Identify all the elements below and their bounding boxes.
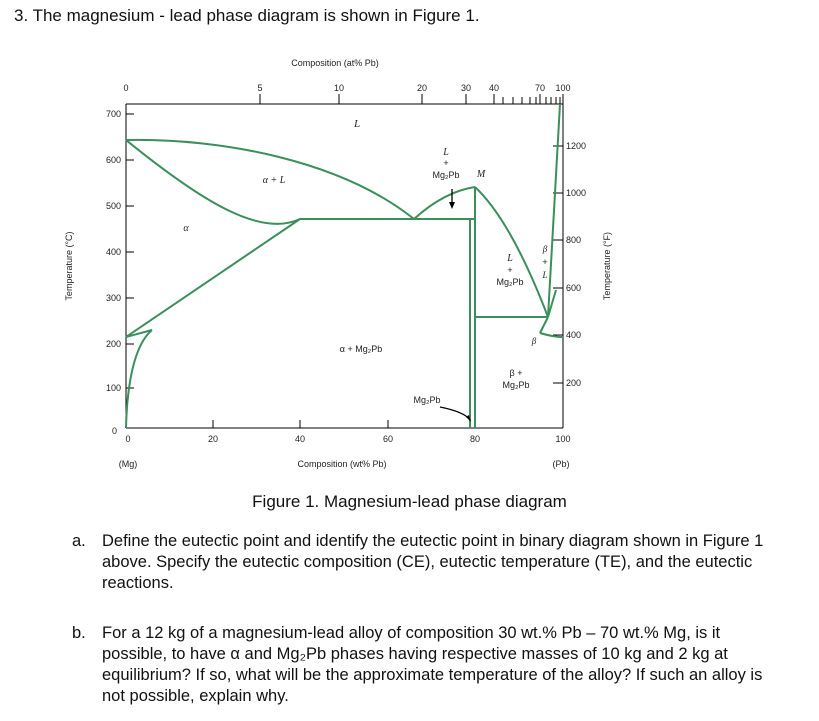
right-tick-600: 600 [566,283,582,293]
top-tick-label-30: 30 [460,83,472,93]
bottom-end-label-pb: (Pb) [552,459,570,469]
left-axis-label: Temperature (°C) [64,231,74,301]
phase-boundaries [126,104,562,428]
region-l-mg2pb-right-3: Mg₂Pb [496,277,524,287]
left-tick-200: 200 [105,339,121,349]
left-tick-100: 100 [105,383,121,393]
region-mg2pb: Mg₂Pb [413,395,441,405]
right-axis-label: Temperature (°F) [602,231,612,301]
bottom-axis-label: Composition (wt% Pb) [297,459,387,469]
left-axis-ticks [126,114,134,388]
question-title: 3. The magnesium - lead phase diagram is shown in Figure 1. [14,6,480,25]
region-beta-l-1: β [542,244,548,254]
bottom-tick-0: 0 [125,434,131,444]
bottom-tick-40: 40 [294,434,306,444]
right-tick-800: 800 [566,235,582,245]
top-tick-label-0: 0 [123,83,129,93]
part-a-label: a. [72,532,86,550]
part-b-text: For a 12 kg of a magnesium-lead alloy of composition 30 wt.% Pb – 70 wt.% Mg, is it possible, to have α and Mg₂Pb phases having respective masses of 10 kg and 2 kg at equilibrium? If so, what will be the approximate temperature of the alloy? If such an alloy is not possible, explain why. [102,624,763,705]
bottom-end-label-mg: (Mg) [118,459,138,469]
right-tick-1200: 1200 [566,141,587,151]
region-beta: β [531,336,537,346]
region-l-mg2pb-right-1: L [507,253,513,264]
region-l-mg2pb-left-2: + [443,158,449,168]
left-tick-700: 700 [105,109,121,119]
bottom-tick-80: 80 [469,434,481,444]
pointer-arrows [440,189,471,422]
top-tick-label-40: 40 [488,83,500,93]
left-tick-500: 500 [105,201,121,211]
region-beta-mg2pb-2: Mg₂Pb [502,380,530,390]
figure-caption: Figure 1. Magnesium-lead phase diagram [252,492,567,511]
right-axis-ticks [553,146,563,383]
right-tick-1000: 1000 [566,188,587,198]
top-tick-label-20: 20 [416,83,428,93]
part-a-text: Define the eutectic point and identify the eutectic point in binary diagram shown in Figure 1 above. Specify the eutectic composition (CE), eutectic temperature (TE), and the eutectic reactions. [102,532,764,592]
left-tick-600: 600 [105,155,121,165]
left-tick-0: 0 [111,426,117,436]
top-axis-ticks [260,94,563,104]
bottom-tick-20: 20 [207,434,219,444]
region-l-mg2pb-left-1: L [443,147,449,158]
region-beta-l-3: L [542,270,548,280]
bottom-tick-60: 60 [382,434,394,444]
left-tick-400: 400 [105,247,121,257]
right-tick-400: 400 [566,330,582,340]
region-beta-l-2: + [542,257,548,267]
region-l-mg2pb-right-2: + [507,265,513,275]
top-tick-label-10: 10 [333,83,345,93]
region-alpha-mg2pb: α + Mg₂Pb [339,344,383,354]
left-tick-300: 300 [105,293,121,303]
region-alpha-liquid: α + L [262,175,286,186]
top-tick-label-5: 5 [257,83,263,93]
bottom-tick-100: 100 [555,434,571,444]
top-tick-label-70: 70 [534,83,546,93]
region-liquid: L [353,118,361,130]
part-b-label: b. [72,624,86,642]
bottom-axis-ticks [213,420,475,428]
right-tick-200: 200 [566,378,582,388]
region-l-mg2pb-left-3: Mg₂Pb [432,170,460,180]
top-axis-label: Composition (at% Pb) [291,58,379,68]
question-part-a [72,531,777,594]
top-tick-label-100: 100 [555,83,571,93]
region-beta-mg2pb-1: β + [509,368,523,378]
region-alpha: α [183,223,189,234]
question-part-b [72,623,777,707]
point-m: M [476,169,486,180]
